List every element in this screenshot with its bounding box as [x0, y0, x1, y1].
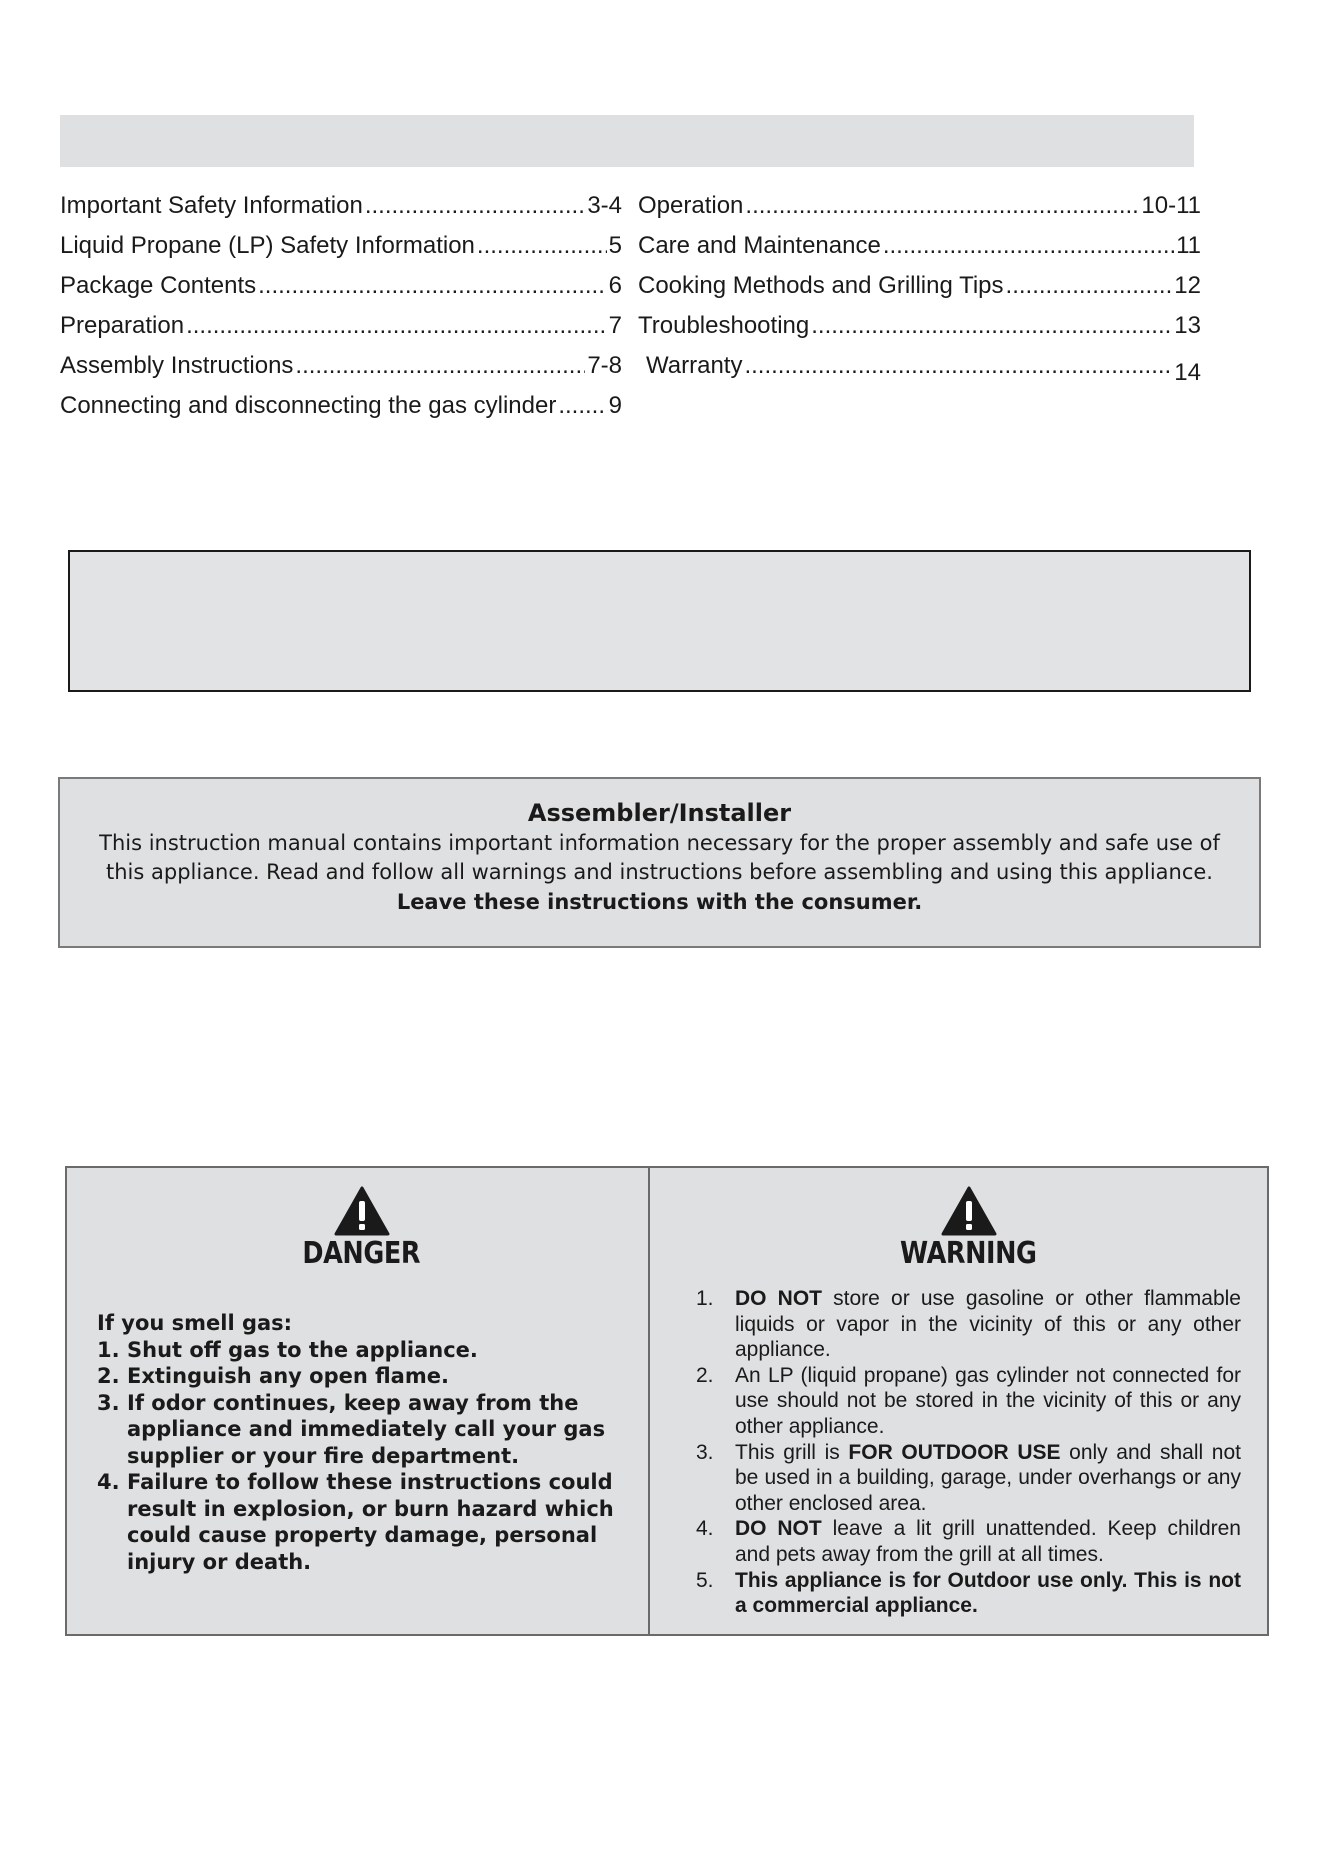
toc-dot-leader: [186, 306, 607, 346]
toc-entry-title: Preparation: [60, 312, 185, 339]
assembler-body: This instruction manual contains important information necessary for the proper assembly and safe use of this appliance. Read and follow all warnings and instructions before assembling and using this appliance.: [99, 831, 1220, 884]
warning-list: [696, 1286, 1241, 1619]
safety-warnings-table: [65, 1166, 1269, 1636]
toc-entry[interactable]: [60, 186, 622, 226]
list-item: 3. If odor continues, keep away from the appliance and immediately call your gas supplier or your fire department.: [97, 1390, 606, 1468]
toc-entry[interactable]: [60, 266, 622, 306]
toc-dot-leader: [365, 186, 586, 226]
toc-entry[interactable]: [638, 346, 1201, 386]
list-item: 1. DO NOT store or use gasoline or other flammable liquids or vapor in the vicinity of this or any other appliance.: [696, 1287, 1241, 1362]
list-item: 2. Extinguish any open flame.: [97, 1364, 449, 1388]
list-item: 4. DO NOT leave a lit grill unattended. Keep children and pets away from the grill at all times.: [696, 1517, 1241, 1566]
toc-entry-title: Assembly Instructions: [60, 352, 294, 379]
toc-entry-page: 13: [1174, 312, 1201, 339]
warning-header: [696, 1186, 1241, 1272]
toc-entry-page: 7-8: [587, 352, 622, 379]
toc-entry-title: Connecting and disconnecting the gas cylinder: [60, 392, 557, 419]
toc-entry-page: 10-11: [1141, 192, 1201, 219]
toc-entry-title: Operation: [638, 192, 744, 219]
toc-entry[interactable]: [638, 186, 1201, 226]
toc-entry-title: Cooking Methods and Grilling Tips: [638, 272, 1004, 299]
list-item: 2. An LP (liquid propane) gas cylinder not connected for use should not be stored in the vicinity of this or any other appliance.: [696, 1363, 1241, 1438]
toc-dot-leader: [745, 186, 1139, 226]
toc-entry-title: Care and Maintenance: [638, 232, 881, 259]
danger-intro: If you smell gas:: [97, 1311, 293, 1335]
toc-entry[interactable]: [638, 226, 1201, 266]
list-item: 5. This appliance is for Outdoor use only. This is not a commercial appliance.: [696, 1568, 1241, 1618]
toc-entry-title: Troubleshooting: [638, 312, 810, 339]
assembler-title: Assembler/Installer: [527, 799, 792, 827]
toc-dot-leader: [811, 306, 1172, 346]
toc-entry-page: 7: [608, 312, 622, 339]
toc-dot-leader: [295, 346, 585, 386]
danger-panel: [67, 1168, 650, 1634]
toc-entry-page: 9: [608, 392, 622, 419]
toc-entry-page: 3-4: [587, 192, 622, 219]
toc-header-bar: [60, 115, 1194, 167]
toc-dot-leader: [258, 266, 607, 306]
danger-title: DANGER: [302, 1236, 421, 1271]
danger-list: [97, 1337, 626, 1576]
toc-dot-leader: [558, 386, 606, 426]
list-item: 1. Shut off gas to the appliance.: [97, 1337, 478, 1362]
blank-notice-box: [68, 550, 1251, 692]
toc-entry-page: 12: [1174, 272, 1201, 299]
toc-entry[interactable]: [60, 386, 622, 426]
toc-entry[interactable]: [60, 346, 622, 386]
warning-triangle-icon: [334, 1186, 390, 1236]
toc-left-column: [60, 186, 622, 426]
toc-entry-title: Important Safety Information: [60, 192, 363, 219]
list-item: 4. Failure to follow these instructions could result in explosion, or burn hazard which could cause property damage, personal injury or death.: [97, 1470, 614, 1574]
toc-entry[interactable]: [60, 306, 622, 346]
toc-entry[interactable]: [60, 226, 622, 266]
toc-dot-leader: [477, 226, 607, 266]
assembler-emphasis: Leave these instructions with the consumer.: [396, 890, 923, 914]
warning-panel: [650, 1168, 1267, 1634]
toc-entry-title: Liquid Propane (LP) Safety Information: [60, 232, 475, 259]
toc-entry-page: 5: [608, 232, 622, 259]
toc-entry-title: Package Contents: [60, 272, 257, 299]
assembler-notice: [58, 777, 1261, 948]
toc-entry[interactable]: [638, 266, 1201, 306]
toc-dot-leader: [883, 226, 1174, 266]
list-item: 3. This grill is FOR OUTDOOR USE only and shall not be used in a building, garage, under overhangs or any other enclosed area.: [696, 1440, 1241, 1515]
warning-title: WARNING: [900, 1236, 1037, 1271]
toc-right-column: [638, 186, 1201, 386]
toc-entry[interactable]: [638, 306, 1201, 346]
toc-entry-title: Warranty: [646, 352, 743, 379]
toc-dot-leader: [1006, 266, 1173, 306]
danger-header: [97, 1186, 626, 1272]
toc-entry-page: 14: [1174, 359, 1201, 386]
toc-entry-page: 6: [608, 272, 622, 299]
warning-triangle-icon: [941, 1186, 997, 1236]
toc-dot-leader: [744, 346, 1172, 386]
toc-entry-page: 11: [1176, 232, 1201, 259]
